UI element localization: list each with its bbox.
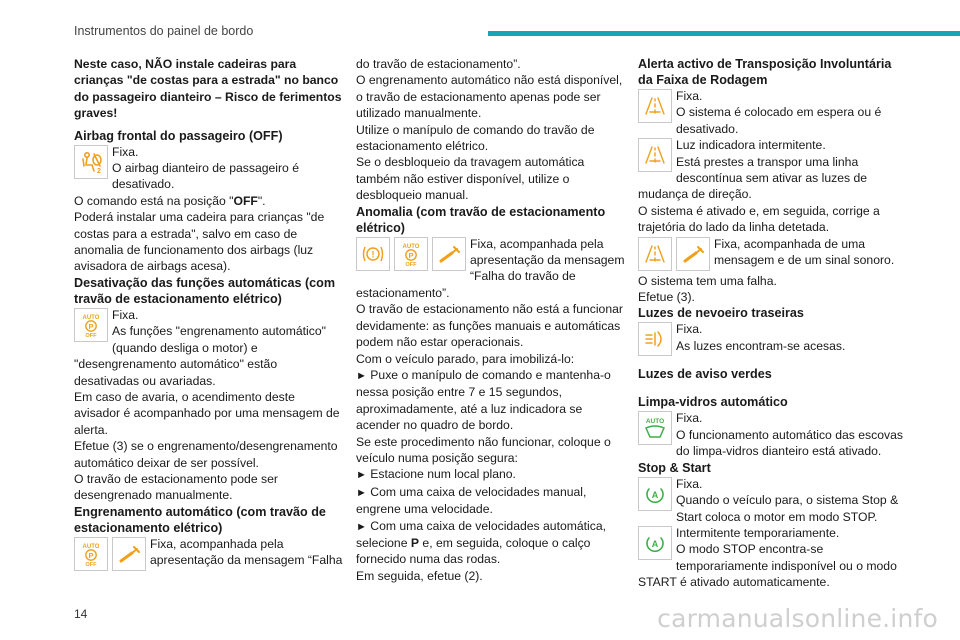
- svg-text:AUTO: AUTO: [402, 243, 420, 250]
- stop-start-icon: [638, 477, 672, 511]
- svg-text:!: !: [371, 249, 375, 260]
- auto-park-off-icon: [394, 237, 428, 271]
- wrench-icon: [112, 537, 146, 571]
- svg-text:P: P: [88, 321, 94, 331]
- column-1: Neste caso, NÃO instale cadeiras para crianças "de costas para a estrada" no banco do passageiro dianteiro – Risco de ferimentos graves! Airbag frontal do passageiro (OFF) 2 Fixa. O airbag dianteiro de passageiro é desativado. O comando está na posição "OFF". Poderá instalar uma cadeira para crianças "de costas para a estrada", salvo em caso de anomalia de funcionamento dos airbags (luz avisadora de airbags acesa). Desativação das funções automáticas (com travão de estacionamento elétrico) AUTO P OFF Fixa. As funções "engrenamento automático" (quando desliga o motor) e "desengrenamento automático" estão desativadas ou avariadas. Em caso de avaria, o acendimento deste avisador é acompanhado por uma mensagem de alerta. Efetue (3) se o engrenamento/desengrenamento automático deixar de ser possível. O travão de estacionamento pode ser desengrenado manualmente. Engrenamento automático (com travão de estacionamento elétrico) AUTO P OFF Fixa, acompanhada pela apresentação da mensagem “Falha: [74, 56, 344, 573]
- svg-text:OFF: OFF: [85, 561, 97, 567]
- bullet-step-2: ► Estacione num local plano.: [356, 467, 516, 482]
- section-title: Instrumentos do painel de bordo: [74, 24, 254, 38]
- auto-park-off-icon: [74, 308, 108, 342]
- parking-brake-fault-icon: [356, 237, 390, 271]
- auto-wiper-icon: [638, 411, 672, 445]
- airbag-command-text: O comando está na posição "OFF".: [74, 193, 266, 208]
- stop-start-block-2: A Intermitente temporariamente. O modo STOP encontra-se temporariamente indisponível ou o modo START é ativado automaticamente.: [638, 525, 897, 590]
- svg-text:P: P: [88, 550, 94, 560]
- svg-text:AUTO: AUTO: [82, 543, 100, 550]
- lane-departure-icon: [638, 89, 672, 123]
- bullet-step-3: ► Com uma caixa de velocidades manual, engrene uma velocidade.: [356, 484, 587, 517]
- heading-lane-departure: Alerta activo de Transposição Involuntária da Faixa de Rodagem: [638, 57, 892, 87]
- heading-parking-brake-anomaly: Anomalia (com travão de estacionamento elétrico): [356, 204, 606, 235]
- airbag-block: 2 Fixa. O airbag dianteiro de passageiro é desativado.: [74, 144, 344, 193]
- column-3: Alerta activo de Transposição Involuntária da Faixa de Rodagem Fixa. O sistema é colocado em espera ou é desativado. Luz indicadora intermitente. Está prestes a transpor uma linha descontínua sem ativar as luzes de mudança de direção. O sistema é ativado e, em seguida, corrige a trajetória do lado da linha detetada. Fixa, acompanhada de uma mensagem e de um sinal sonoro. O sistema tem uma falha. Efetue (3). Luzes de nevoeiro traseiras Fixa. As luzes encontram-se acesas. Luzes de aviso verdes Limpa-vidros automático AUTO Fixa. O funcionamento automático das escovas do limpa-vidros dianteiro está ativado. Stop & Start A Fixa. Quando o veículo para, o sistema Stop & Start coloca o motor em modo STOP. A Intermitente temporariamente. O modo STOP encontra-se temporariamente indisponível ou o modo START é ativado automaticamente.: [638, 56, 908, 591]
- svg-text:A: A: [651, 538, 659, 549]
- auto-park-off-icon: [74, 537, 108, 571]
- rear-fog-icon: [638, 322, 672, 356]
- lane-departure-icon: [638, 237, 672, 271]
- svg-text:A: A: [651, 489, 659, 500]
- bullet-step-4: ► Com uma caixa de velocidades automática, selecione P e, em seguida, coloque o calço fornecido numa das rodas.: [356, 518, 607, 567]
- column-2: do travão de estacionamento”. O engrenamento automático não está disponível, o travão de estacionamento apenas pode ser utilizado manualmente. Utilize o manípulo de comando do travão de estacionamento elétrico. Se o desbloqueio da travagem automática também não estiver disponível, utilize o desbloqueio manual. Anomalia (com travão de estacionamento elétrico) ! AUTO P OFF Fixa, acompanhada pela apresentação da mensagem “Falha do travão de estacionamento”. O travão de estacionamento não está a funcionar devidamente: as funções manuais e automáticas podem não estar operacionais. Com o veículo parado, para imobilizá-lo: ► Puxe o manípulo de comando e mantenha-o nessa posição entre 7 e 15 segundos, aproximadamente, até a luz indicadora se acender no quadro de bordo. Se este procedimento não funcionar, coloque o veículo numa posição segura: ► Estacione num local plano. ► Com uma caixa de velocidades manual, engrene uma velocidade. ► Com uma caixa de velocidades automática, selecione P e, em seguida, coloque o calço fornecido numa das rodas. Em seguida, efetue (2).: [356, 57, 625, 583]
- watermark: carmanualsonline.info: [657, 604, 938, 633]
- auto-engage-block: AUTO P OFF Fixa, acompanhada pela apresentação da mensagem “Falha: [74, 536, 344, 573]
- child-seat-warning: Neste caso, NÃO instale cadeiras para crianças "de costas para a estrada" no banco do passageiro dianteiro – Risco de ferimentos graves!: [74, 57, 342, 121]
- airbag-off-icon: [74, 145, 108, 179]
- heading-auto-wipers: Limpa-vidros automático: [638, 395, 788, 410]
- header-accent-bar: [488, 31, 960, 36]
- svg-text:OFF: OFF: [85, 332, 97, 338]
- heading-airbag-off: Airbag frontal do passageiro (OFF): [74, 128, 283, 143]
- fog-block: Fixa. As luzes encontram-se acesas.: [638, 321, 908, 358]
- auto-off-block: AUTO P OFF Fixa. As funções "engrenamento automático" (quando desliga o motor) e "desengrenamento automático" estão desativadas ou avariadas.: [74, 307, 326, 388]
- heading-rear-fog: Luzes de nevoeiro traseiras: [638, 306, 804, 321]
- svg-text:P: P: [408, 250, 414, 260]
- wiper-block: AUTO Fixa. O funcionamento automático das escovas do limpa-vidros dianteiro está ativado.: [638, 410, 908, 459]
- heading-auto-functions-off: Desativação das funções automáticas (com travão de estacionamento elétrico): [74, 275, 336, 306]
- lane-block-2: Luz indicadora intermitente. Está prestes a transpor uma linha descontínua sem ativar as luzes de mudança de direção.: [638, 138, 868, 202]
- wrench-icon: [432, 237, 466, 271]
- lane-block-1: Fixa. O sistema é colocado em espera ou é desativado.: [638, 88, 908, 137]
- bullet-step-1: ► Puxe o manípulo de comando e mantenha-o nessa posição entre 7 e 15 segundos, aproximadamente, até a luz indicadora se acender no quadro de bordo.: [356, 367, 611, 433]
- svg-text:AUTO: AUTO: [645, 418, 665, 426]
- page-number: 14: [74, 607, 88, 621]
- heading-stop-start: Stop & Start: [638, 460, 711, 475]
- heading-auto-engage: Engrenamento automático (com travão de estacionamento elétrico): [74, 504, 326, 535]
- lane-departure-icon: [638, 138, 672, 172]
- lane-block-3: Fixa, acompanhada de uma mensagem e de um sinal sonoro.: [638, 236, 908, 273]
- stop-start-block-1: A Fixa. Quando o veículo para, o sistema Stop & Start coloca o motor em modo STOP.: [638, 476, 908, 525]
- anomaly-block: ! AUTO P OFF Fixa, acompanhada pela apresentação da mensagem “Falha do travão de estacionamento”.: [356, 236, 625, 300]
- wrench-icon: [676, 237, 710, 271]
- page-header: [0, 0, 960, 40]
- heading-green-lights: Luzes de aviso verdes: [638, 367, 772, 382]
- svg-text:OFF: OFF: [405, 261, 417, 267]
- svg-text:AUTO: AUTO: [82, 314, 100, 321]
- svg-text:2: 2: [97, 167, 101, 175]
- stop-start-icon: [638, 526, 672, 560]
